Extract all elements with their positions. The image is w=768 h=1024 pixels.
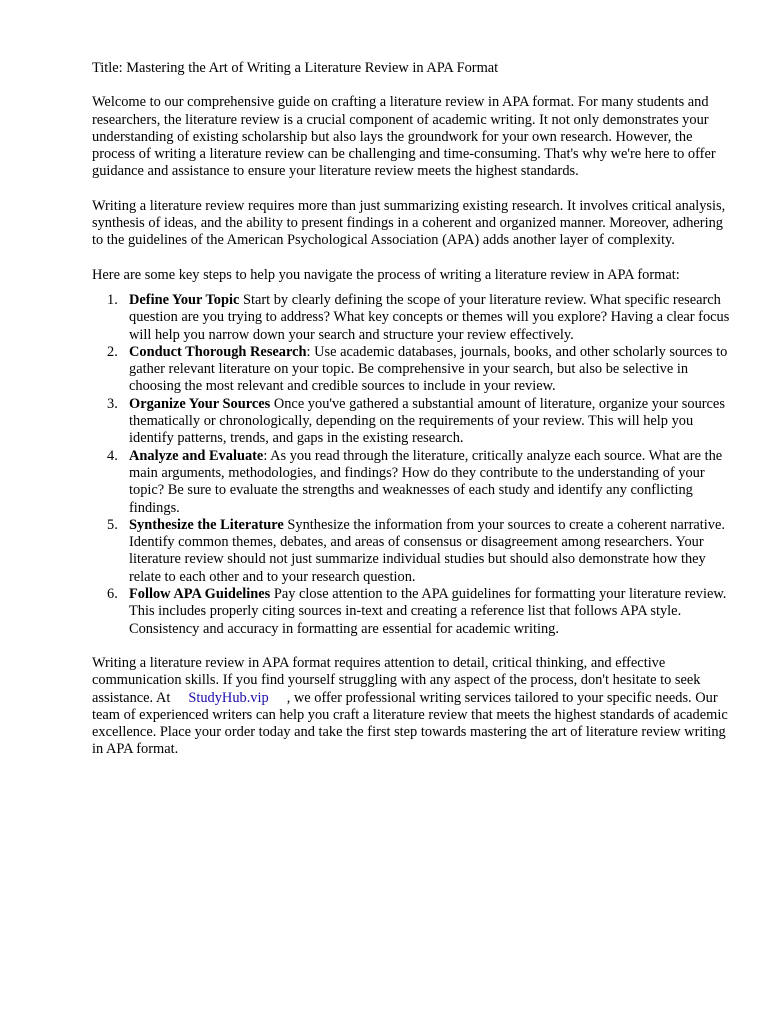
intro-paragraph: Welcome to our comprehensive guide on crafting a literature review in APA format. For many students and researchers, the literature review is a crucial component of academic writing. It not only demonstrates your understanding of existing scholarship but also lays the groundwork for your own research. However, the process of writing a literature review can be challenging and time-consuming. That's why we're here to offer guidance and assistance to ensure your literature review meets the highest standards.: [92, 94, 716, 180]
step-text: Pay close attention to the APA guidelines for formatting your literature review. This includes properly citing sources in-text and creating a reference list that follows APA style. Consistency and accuracy in formatting are essential for academic writing.: [129, 586, 727, 637]
closing-text-before-link: Writing a literature review in APA format requires attention to detail, critical thinking, and effective communication skills. If you find yourself struggling with any aspect of the process, don't hesitate to seek assistance. At: [92, 654, 701, 706]
step-title: Follow APA Guidelines: [129, 586, 271, 603]
closing-text-after-link: , we offer professional writing services tailored to your specific needs. Our team of experienced writers can help you craft a literature review that meets the highest standards of academic excellence. Place your order today and take the first step towards mastering the art of literature review writing in APA format.: [92, 689, 728, 758]
document-title: Title: Mastering the Art of Writing a Literature Review in APA Format: [92, 60, 499, 76]
step-number: 1.: [107, 291, 118, 308]
list-item: [107, 447, 732, 517]
step-number: 5.: [107, 516, 118, 533]
step-number: 2.: [107, 343, 118, 360]
step-title: Synthesize the Literature: [129, 516, 284, 533]
list-item: [107, 291, 732, 344]
step-text: Start by clearly defining the scope of your literature review. What specific research question are you trying to address? What key concepts or themes will you explore? Having a clear focus will help you narrow down your search and structure your review effectively.: [129, 291, 730, 343]
step-text: : As you read through the literature, critically analyze each source. What are the main arguments, methodologies, and findings? How do they contribute to the understanding of your topic? Be sure to evaluate the strengths and weaknesses of each study and identify any conflicting findings.: [129, 447, 723, 516]
step-text: Once you've gathered a substantial amount of literature, organize your sources thematically or chronologically, depending on the requirements of your review. This will help you identify patterns, trends, and gaps in the existing research.: [129, 395, 725, 447]
step-title: Organize Your Sources: [129, 395, 271, 412]
step-text: Synthesize the information from your sources to create a coherent narrative. Identify common themes, debates, and areas of consensus or disagreement among researchers. Your literature review should not just summarize individual studies but should also demonstrate how they relate to each other and to your research question.: [129, 516, 725, 585]
list-item: [107, 395, 732, 448]
step-title: Define Your Topic: [129, 291, 240, 308]
step-text: : Use academic databases, journals, books, and other scholarly sources to gather relevant literature on your topic. Be comprehensive in your search, but also be selective in choosing the most relevant and credible sources to include in your review.: [129, 343, 728, 395]
step-number: 3.: [107, 395, 118, 412]
steps-list: [92, 292, 732, 638]
step-title: Analyze and Evaluate: [129, 447, 264, 464]
context-paragraph: Writing a literature review requires more than just summarizing existing research. It involves critical analysis, synthesis of ideas, and the ability to present findings in a coherent and organized manner. Moreover, adhering to the guidelines of the American Psychological Association (APA) adds another layer of complexity.: [92, 197, 726, 249]
steps-lead-paragraph: Here are some key steps to help you navigate the process of writing a literature review in APA format:: [92, 266, 680, 283]
list-item: [107, 516, 732, 586]
step-title: Conduct Thorough Research: [129, 343, 307, 360]
step-number: 6.: [107, 586, 118, 603]
closing-paragraph: [92, 655, 732, 759]
list-item: [107, 343, 732, 396]
step-number: 4.: [107, 447, 118, 464]
list-item: [107, 586, 732, 638]
document-page: [92, 60, 732, 759]
studyhub-link[interactable]: StudyHub.vip: [188, 689, 269, 706]
